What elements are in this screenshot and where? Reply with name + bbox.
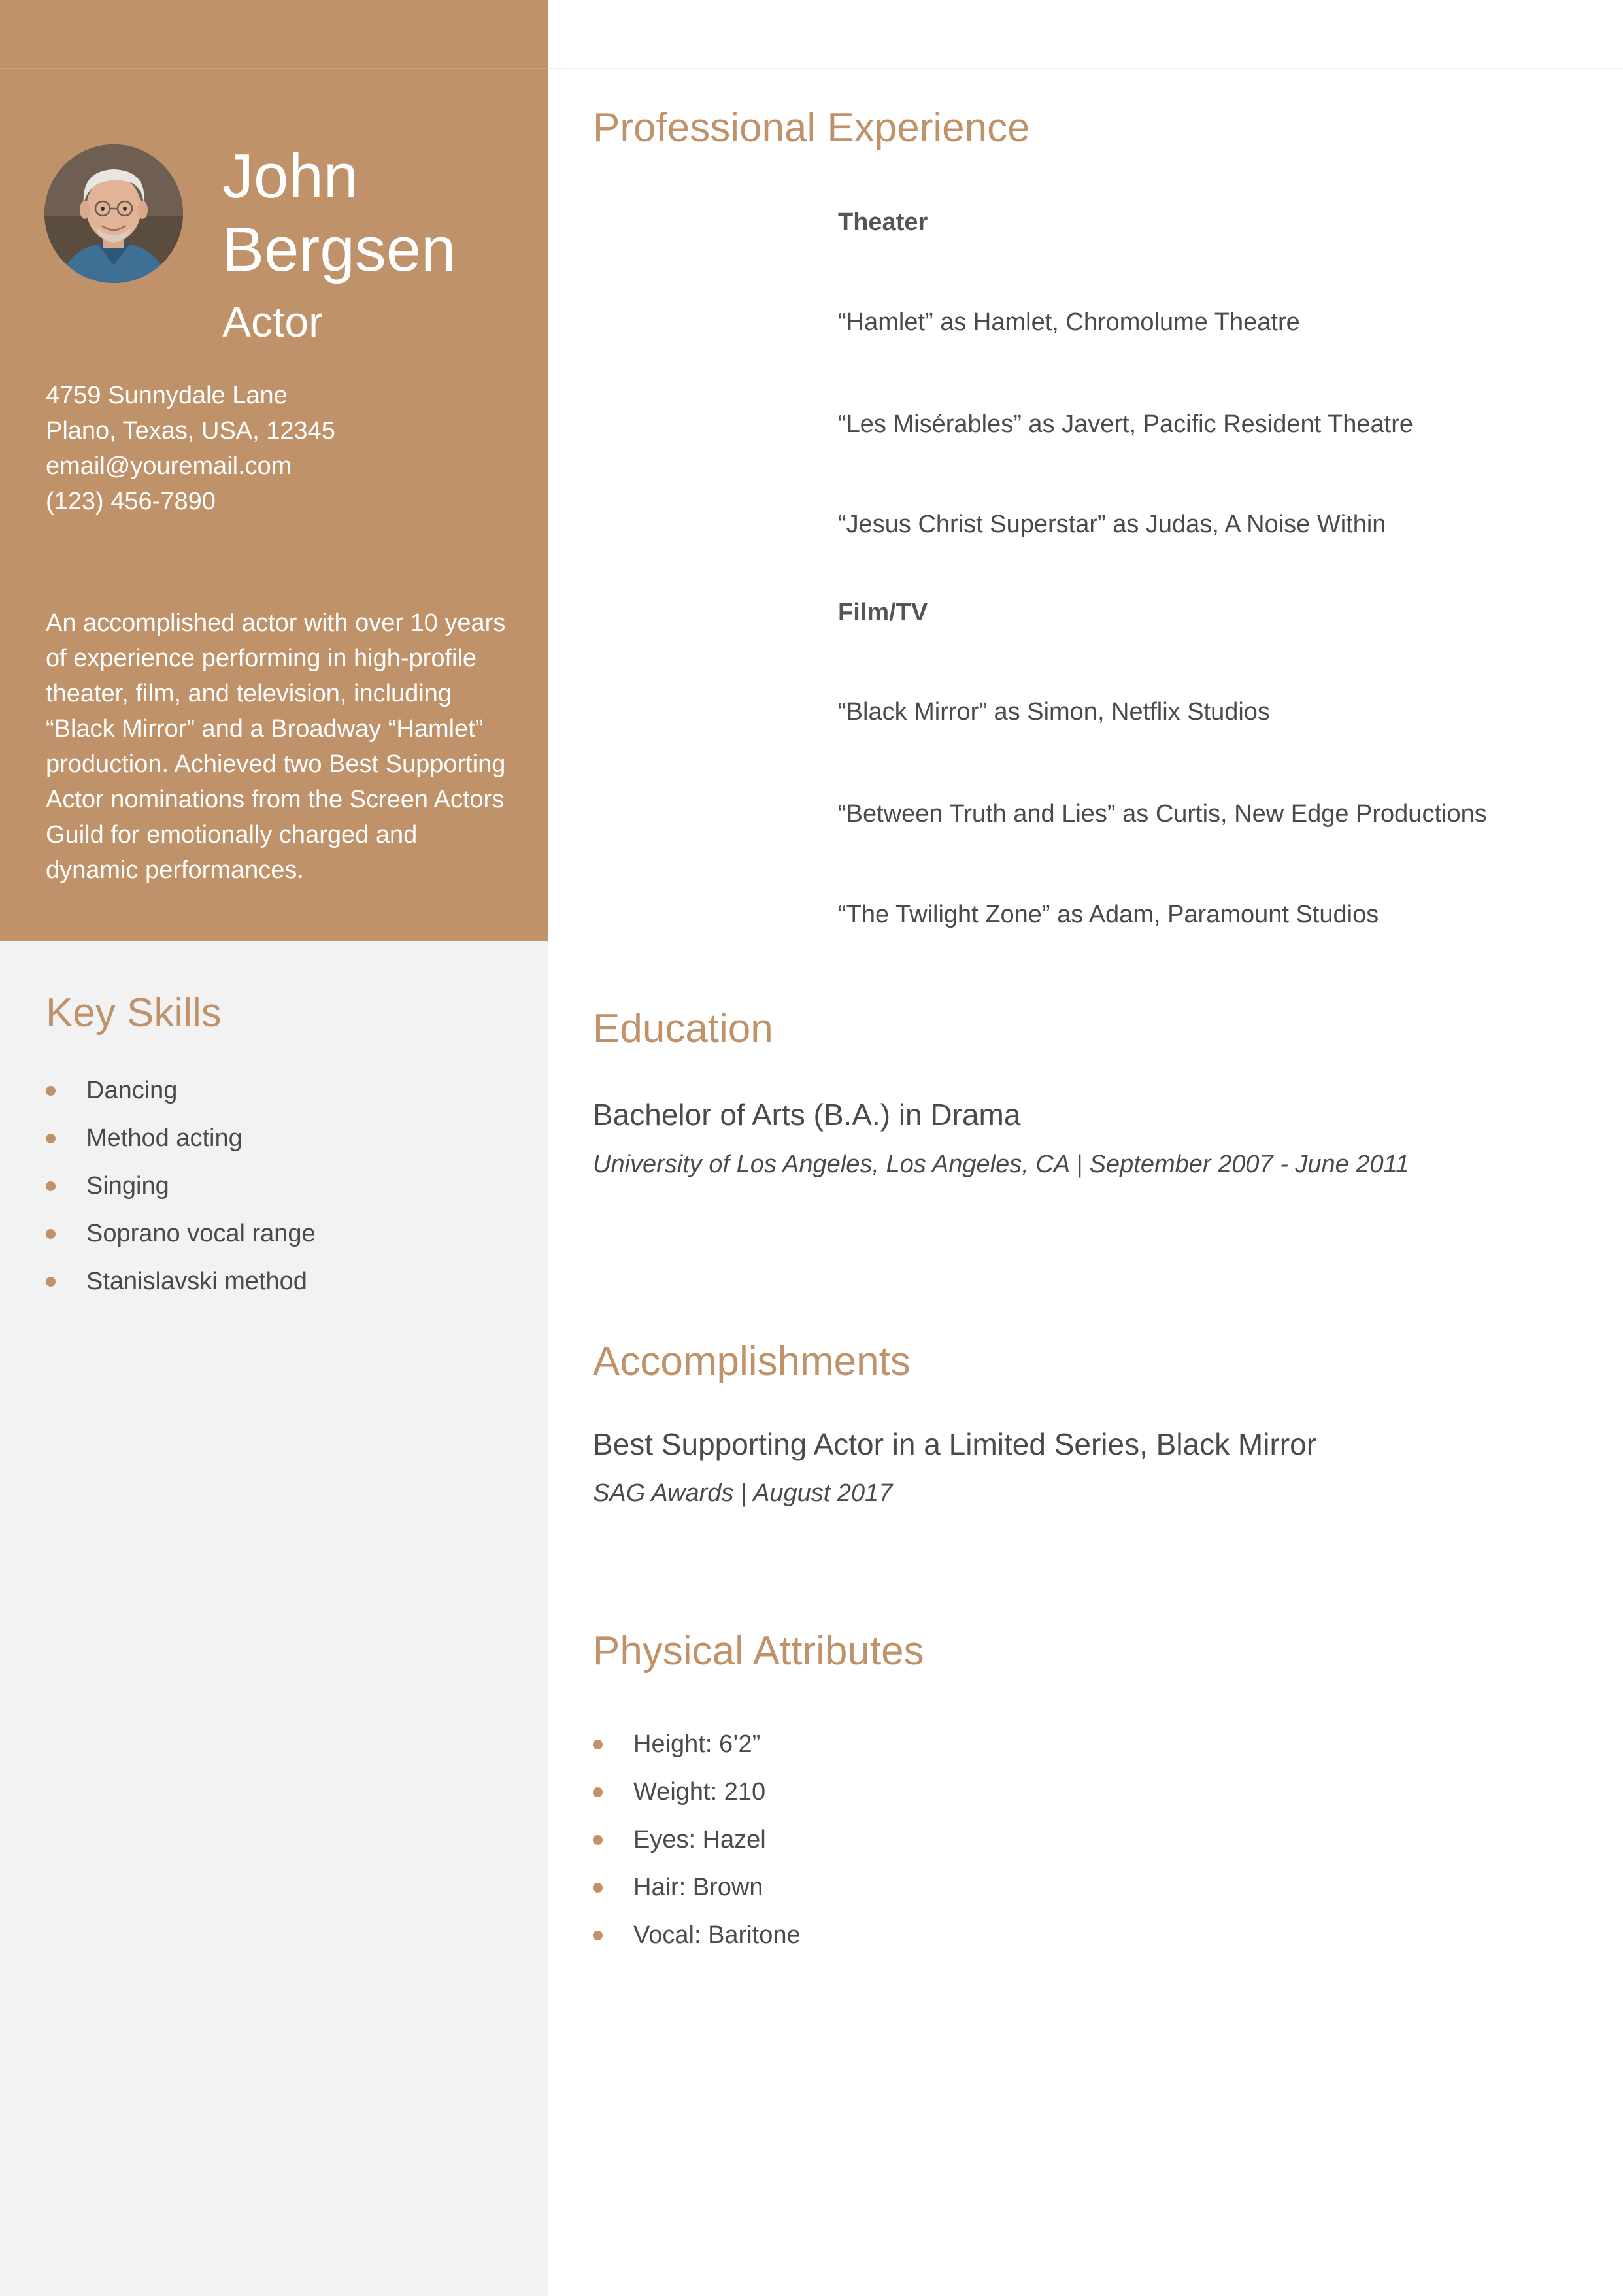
list-item: Height: 6’2”: [593, 1721, 801, 1768]
address-line-2: Plano, Texas, USA, 12345: [46, 417, 335, 445]
experience-item: “The Twilight Zone” as Adam, Paramount Studios: [838, 901, 1379, 928]
bullet-icon: [593, 1835, 603, 1845]
bullet-icon: [46, 1277, 56, 1287]
last-name: Bergsen: [222, 214, 456, 284]
bullet-icon: [593, 1787, 603, 1797]
contact-info: [46, 378, 529, 519]
experience-item: “Black Mirror” as Simon, Netflix Studios: [838, 698, 1270, 726]
bullet-icon: [46, 1134, 56, 1143]
physical-attributes-list: [593, 1721, 801, 1959]
accomplishment-award: Best Supporting Actor in a Limited Series, Black Mirror: [593, 1427, 1317, 1461]
accomplishments-heading: Accomplishments: [593, 1339, 911, 1384]
experience-group-film-tv: Film/TV: [838, 599, 928, 626]
key-skills-heading: Key Skills: [46, 990, 222, 1036]
physical-attributes-heading: Physical Attributes: [593, 1629, 924, 1674]
panel-top-divider: [0, 68, 548, 69]
email: email@youremail.com: [46, 452, 292, 480]
candidate-name: [222, 140, 536, 286]
education-details: University of Los Angeles, Los Angeles, CA | September 2007 - June 2011: [593, 1151, 1410, 1178]
list-item: Singing: [46, 1162, 316, 1210]
list-item: Dancing: [46, 1067, 316, 1115]
list-item: Hair: Brown: [593, 1864, 801, 1912]
experience-heading: Professional Experience: [593, 105, 1030, 150]
experience-item: “Les Misérables” as Javert, Pacific Resident Theatre: [838, 411, 1413, 438]
list-item: Soprano vocal range: [46, 1210, 316, 1258]
profile-summary: An accomplished actor with over 10 years of experience performing in high-profile theater, film, and television, including “Black Mirror” and a Broadway “Hamlet” production. Achieved two Best Supporting Actor nominations from the Screen Actors Guild for emotionally charged and dynamic performances.: [46, 609, 506, 884]
list-item: Stanislavski method: [46, 1258, 316, 1306]
job-title: Actor: [222, 297, 324, 346]
profile-panel: [0, 0, 548, 941]
list-item: Vocal: Baritone: [593, 1912, 801, 1959]
experience-item: “Between Truth and Lies” as Curtis, New Edge Productions: [838, 800, 1487, 828]
bullet-icon: [46, 1181, 56, 1191]
address-line-1: 4759 Sunnydale Lane: [46, 382, 288, 409]
bullet-icon: [593, 1931, 603, 1940]
bullet-icon: [593, 1740, 603, 1749]
bullet-icon: [46, 1229, 56, 1239]
experience-item: “Jesus Christ Superstar” as Judas, A Noise Within: [838, 511, 1386, 538]
accomplishment-details: SAG Awards | August 2017: [593, 1479, 893, 1507]
list-item: Weight: 210: [593, 1768, 801, 1816]
profile-photo-illustration: [44, 144, 183, 283]
experience-group-theater: Theater: [838, 209, 928, 236]
experience-item: “Hamlet” as Hamlet, Chromolume Theatre: [838, 309, 1300, 336]
education-degree: Bachelor of Arts (B.A.) in Drama: [593, 1098, 1021, 1132]
sidebar: [0, 0, 548, 2296]
education-heading: Education: [593, 1006, 773, 1051]
first-name: John: [222, 141, 359, 211]
bullet-icon: [46, 1086, 56, 1096]
bullet-icon: [593, 1883, 603, 1893]
phone: (123) 456-7890: [46, 488, 216, 515]
profile-photo: [44, 144, 183, 283]
list-item: Method acting: [46, 1115, 316, 1162]
list-item: Eyes: Hazel: [593, 1816, 801, 1864]
key-skills-list: [46, 1067, 316, 1306]
